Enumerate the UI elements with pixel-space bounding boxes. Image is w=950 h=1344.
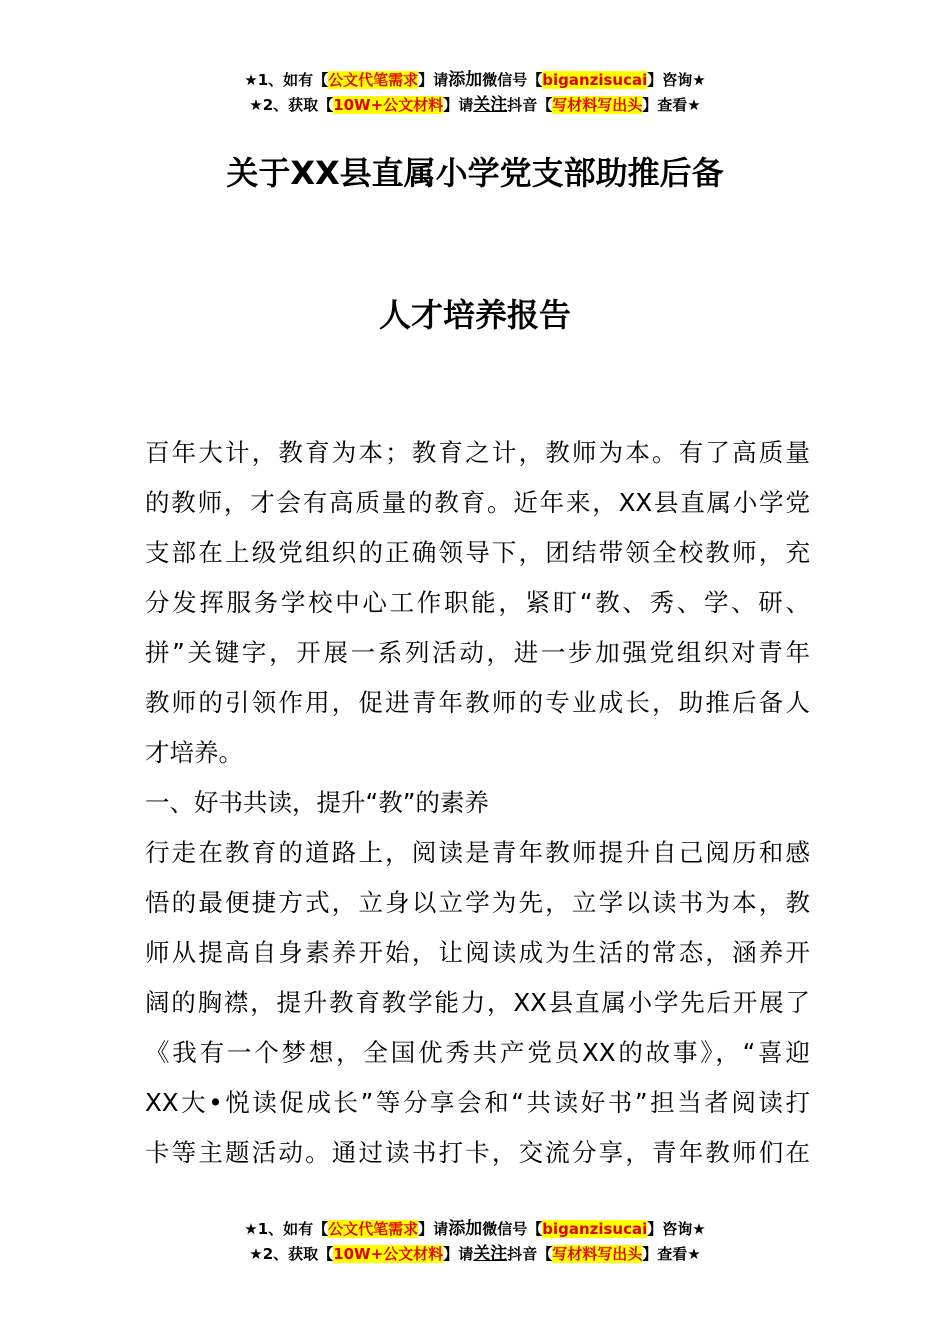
- body-line: 悟的最便捷方式，立身以立学为先，立学以读书为本，教: [145, 888, 810, 917]
- body-line: 师从提高自身素养开始，让阅读成为生活的常态，涵养开: [145, 938, 810, 967]
- notice-text: 】请: [443, 1245, 474, 1263]
- notice-highlight: 10W+公文材料: [333, 96, 444, 114]
- body-line: 卡等主题活动。通过读书打卡，交流分享，青年教师们在: [145, 1138, 810, 1167]
- notice-text: 微信号【: [482, 1220, 543, 1238]
- notice-emphasis: 关注: [473, 1244, 508, 1264]
- header-notice: [0, 68, 950, 118]
- body-line: XX大•悦读促成长”等分享会和“共读好书”担当者阅读打: [145, 1088, 810, 1117]
- document-body: [145, 428, 810, 1178]
- notice-line-1: [0, 1217, 950, 1242]
- notice-text: 】查看★: [642, 1245, 701, 1263]
- wechat-id-highlight: biganzisucai: [542, 1220, 648, 1238]
- notice-text: 】请: [443, 96, 474, 114]
- notice-text: 】查看★: [642, 96, 701, 114]
- wechat-id-highlight: biganzisucai: [542, 71, 648, 89]
- body-line: 教师的引领作用，促进青年教师的专业成长，助推后备人: [145, 688, 810, 717]
- body-line: 的教师，才会有高质量的教育。近年来，XX县直属小学党: [145, 488, 810, 517]
- notice-text: ★1、如有【: [244, 71, 329, 89]
- body-line: 《我有一个梦想，全国优秀共产党员XX的故事》，“喜迎: [145, 1038, 810, 1067]
- notice-text: 微信号【: [482, 71, 543, 89]
- notice-emphasis: 关注: [473, 95, 508, 115]
- notice-text: ★1、如有【: [244, 1220, 329, 1238]
- notice-highlight: 公文代笔需求: [328, 71, 419, 89]
- document-title-line-2: 人才培养报告: [378, 296, 571, 334]
- body-line: 百年大计，教育为本；教育之计，教师为本。有了高质量: [145, 438, 810, 467]
- notice-line-2: [0, 93, 950, 118]
- notice-highlight: 10W+公文材料: [333, 1245, 444, 1263]
- notice-text: ★2、获取【: [249, 96, 334, 114]
- notice-text: 抖音【: [507, 1245, 553, 1263]
- notice-line-1: [0, 68, 950, 93]
- section-heading: 一、好书共读，提升“教”的素养: [145, 788, 489, 817]
- document-title-line-1: 关于XX县直属小学党支部助推后备: [226, 154, 724, 192]
- notice-text: 】请: [418, 71, 449, 89]
- notice-line-2: [0, 1242, 950, 1267]
- body-line: 拼”关键字，开展一系列活动，进一步加强党组织对青年: [145, 638, 810, 667]
- notice-text: 】咨询★: [647, 1220, 706, 1238]
- notice-highlight: 公文代笔需求: [328, 1220, 419, 1238]
- notice-text: 抖音【: [507, 96, 553, 114]
- body-line: 支部在上级党组织的正确领导下，团结带领全校教师，充: [145, 538, 810, 567]
- notice-text: ★2、获取【: [249, 1245, 334, 1263]
- body-line: 才培养。: [145, 738, 243, 767]
- footer-notice: [0, 1217, 950, 1267]
- body-line: 行走在教育的道路上，阅读是青年教师提升自己阅历和感: [145, 838, 810, 867]
- body-line: 分发挥服务学校中心工作职能，紧盯“教、秀、学、研、: [145, 588, 810, 617]
- notice-text: 】请: [418, 1220, 449, 1238]
- notice-text: 】咨询★: [647, 71, 706, 89]
- body-line: 阔的胸襟，提升教育教学能力，XX县直属小学先后开展了: [145, 988, 810, 1017]
- douyin-account-highlight: 写材料写出头: [552, 96, 643, 114]
- douyin-account-highlight: 写材料写出头: [552, 1245, 643, 1263]
- notice-emphasis: 添加: [448, 1219, 483, 1239]
- notice-emphasis: 添加: [448, 70, 483, 90]
